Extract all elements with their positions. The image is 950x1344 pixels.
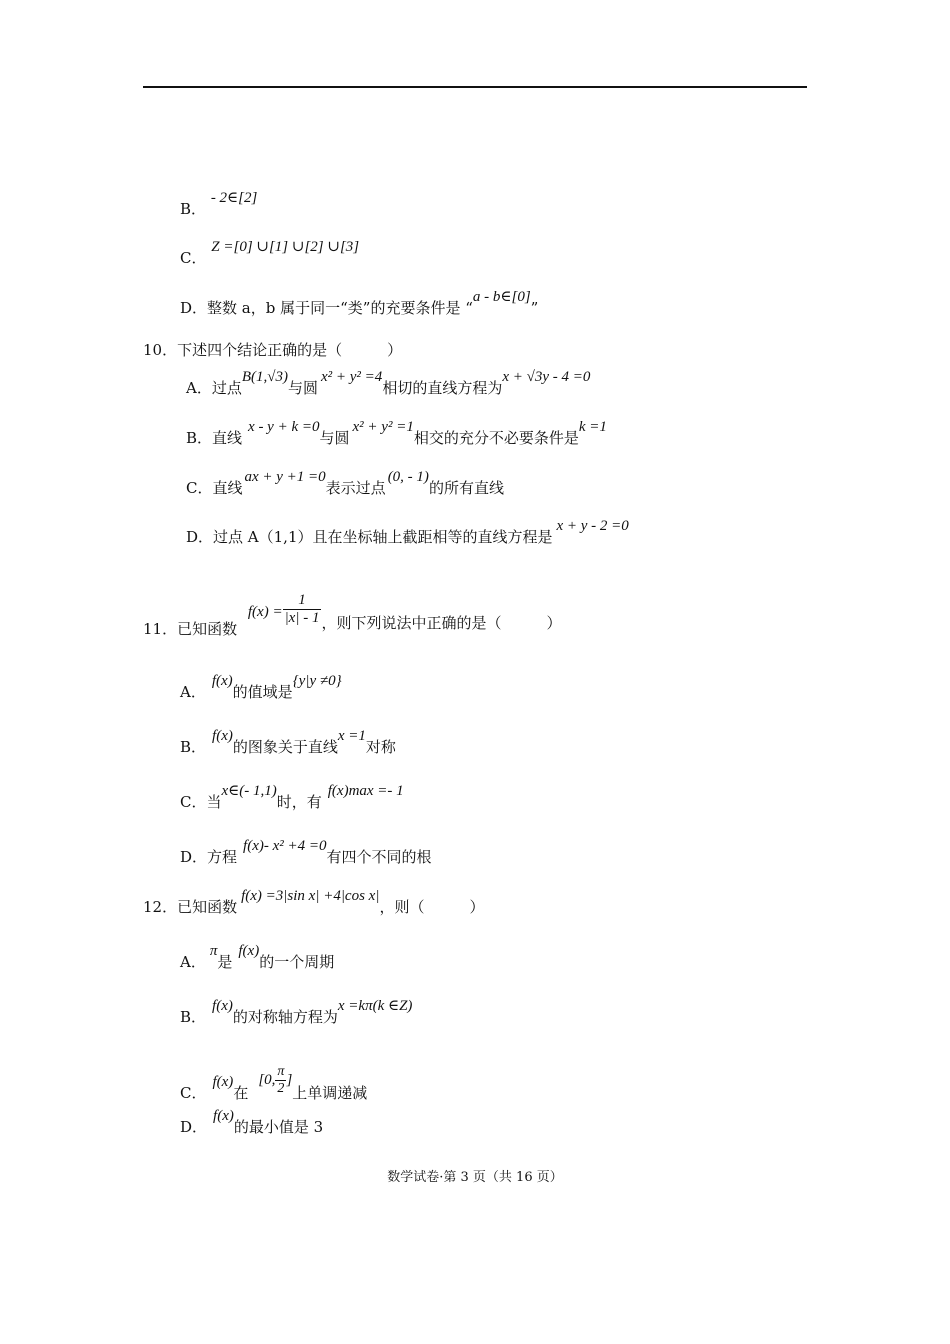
interval-expression — [258, 1064, 292, 1097]
math-expression: π — [209, 943, 218, 959]
q12-option-d — [180, 1108, 324, 1137]
header-rule — [143, 86, 807, 88]
text: 12．已知函数 — [143, 898, 238, 916]
math-expression: x² + y² =4 — [321, 369, 383, 385]
math-expression: (0, - 1) — [387, 469, 429, 485]
text: 相交的充分不必要条件是 — [413, 429, 579, 447]
text: 的一个周期 — [259, 953, 335, 971]
math-expression: ax + y +1 =0 — [244, 469, 326, 485]
text: ，则（ ） — [379, 898, 485, 916]
option-label: C． — [180, 249, 207, 267]
text: D．过点 A（1,1）且在坐标轴上截距相等的直线方程是 — [186, 528, 553, 546]
math-expression: f(x) — [238, 943, 260, 959]
text: 11．已知函数 — [143, 619, 238, 638]
math-expression: f(x)max =- 1 — [327, 783, 404, 799]
math-expression: x² + y² =1 — [352, 419, 414, 435]
q11-option-d — [180, 838, 432, 867]
quote-mark: ” — [530, 299, 539, 317]
math-expression: x - y + k =0 — [248, 419, 320, 435]
math-expression: B(1,√3) — [241, 369, 288, 385]
option-label: D．整数 a，b 属于同一“类”的充要条件是 “ — [180, 299, 473, 317]
fraction — [283, 592, 322, 627]
option-label: A． — [180, 953, 206, 971]
math-expression: f(x) — [212, 728, 233, 744]
text: 在 — [233, 1083, 249, 1102]
q9-option-d — [180, 289, 539, 318]
math-expression: f(x) = — [247, 603, 283, 620]
math-expression: x + y - 2 =0 — [556, 518, 629, 534]
q12-option-c — [180, 1064, 368, 1111]
math-expression: f(x) — [212, 998, 233, 1014]
option-label: D．方程 — [180, 848, 238, 866]
math-expression: k =1 — [578, 419, 607, 435]
math-expression: a - b∈[0] — [472, 289, 531, 305]
text: C．直线 — [186, 479, 243, 497]
math-expression: [0, — [258, 1071, 276, 1088]
fraction-denominator: |x| - 1 — [284, 610, 320, 626]
q11-option-c — [180, 783, 404, 812]
text: 表示过点 — [325, 479, 386, 497]
q11-option-b — [180, 728, 396, 757]
option-label: C． — [180, 1083, 207, 1102]
text: 上单调递减 — [292, 1083, 368, 1102]
text: A．过点 — [186, 379, 242, 397]
math-expression: x + √3y - 4 =0 — [502, 369, 591, 385]
text: 是 — [217, 953, 233, 971]
text: 与圆 — [319, 429, 350, 447]
math-expression: x∈(- 1,1) — [221, 783, 277, 799]
question-11-stem — [143, 592, 562, 638]
text: 相切的直线方程为 — [382, 379, 503, 397]
option-label: D． — [180, 1118, 208, 1136]
math-expression: f(x) — [211, 673, 233, 689]
q9-option-b — [180, 190, 258, 219]
q12-option-b — [180, 998, 413, 1027]
question-12-stem — [143, 888, 485, 917]
option-label: B． — [180, 738, 207, 756]
fraction — [275, 1064, 286, 1097]
option-label: C．当 — [180, 793, 222, 811]
page-footer: 数学试卷·第 3 页（共 16 页） — [387, 1170, 563, 1185]
math-expression: f(x) — [212, 1073, 234, 1090]
text: 与圆 — [287, 379, 318, 397]
question-10-stem: 10．下述四个结论正确的是（ ） — [143, 341, 403, 359]
text: B．直线 — [186, 429, 243, 447]
text: ，则下列说法中正确的是（ ） — [321, 613, 562, 632]
q9-option-c — [180, 239, 360, 268]
q11-option-a — [180, 673, 342, 702]
q10-option-d — [186, 518, 629, 547]
math-expression: - 2∈[2] — [210, 190, 258, 206]
fraction-denominator: 2 — [277, 1081, 285, 1096]
math-expression: x =kπ(k ∈Z) — [337, 998, 413, 1014]
math-expression: f(x)- x² +4 =0 — [243, 838, 327, 854]
text: 对称 — [365, 738, 396, 756]
text: 的所有直线 — [428, 479, 504, 497]
q10-option-b — [186, 419, 607, 448]
fraction-numerator: 1 — [283, 592, 322, 610]
q10-option-a — [186, 369, 591, 398]
option-label: B． — [180, 200, 207, 218]
math-expression: {y|y ≠0} — [292, 673, 342, 689]
option-label: A． — [180, 683, 206, 701]
text: 有四个不同的根 — [326, 848, 432, 866]
text: 的值域是 — [232, 683, 293, 701]
text: 时，有 — [276, 793, 322, 811]
math-expression: Z =[0] ∪[1] ∪[2] ∪[3] — [211, 239, 360, 255]
fraction-numerator: π — [277, 1064, 285, 1079]
text: 的对称轴方程为 — [232, 1008, 338, 1026]
text: 的最小值是 3 — [233, 1118, 324, 1136]
q12-option-a — [180, 943, 335, 972]
math-expression: x =1 — [337, 728, 366, 744]
math-expression: ] — [286, 1071, 293, 1088]
option-label: B． — [180, 1008, 207, 1026]
q10-option-c — [186, 469, 504, 498]
math-expression: f(x) =3|sin x| +4|cos x| — [241, 888, 380, 904]
text: 的图象关于直线 — [232, 738, 338, 756]
math-expression: f(x) — [213, 1108, 234, 1124]
